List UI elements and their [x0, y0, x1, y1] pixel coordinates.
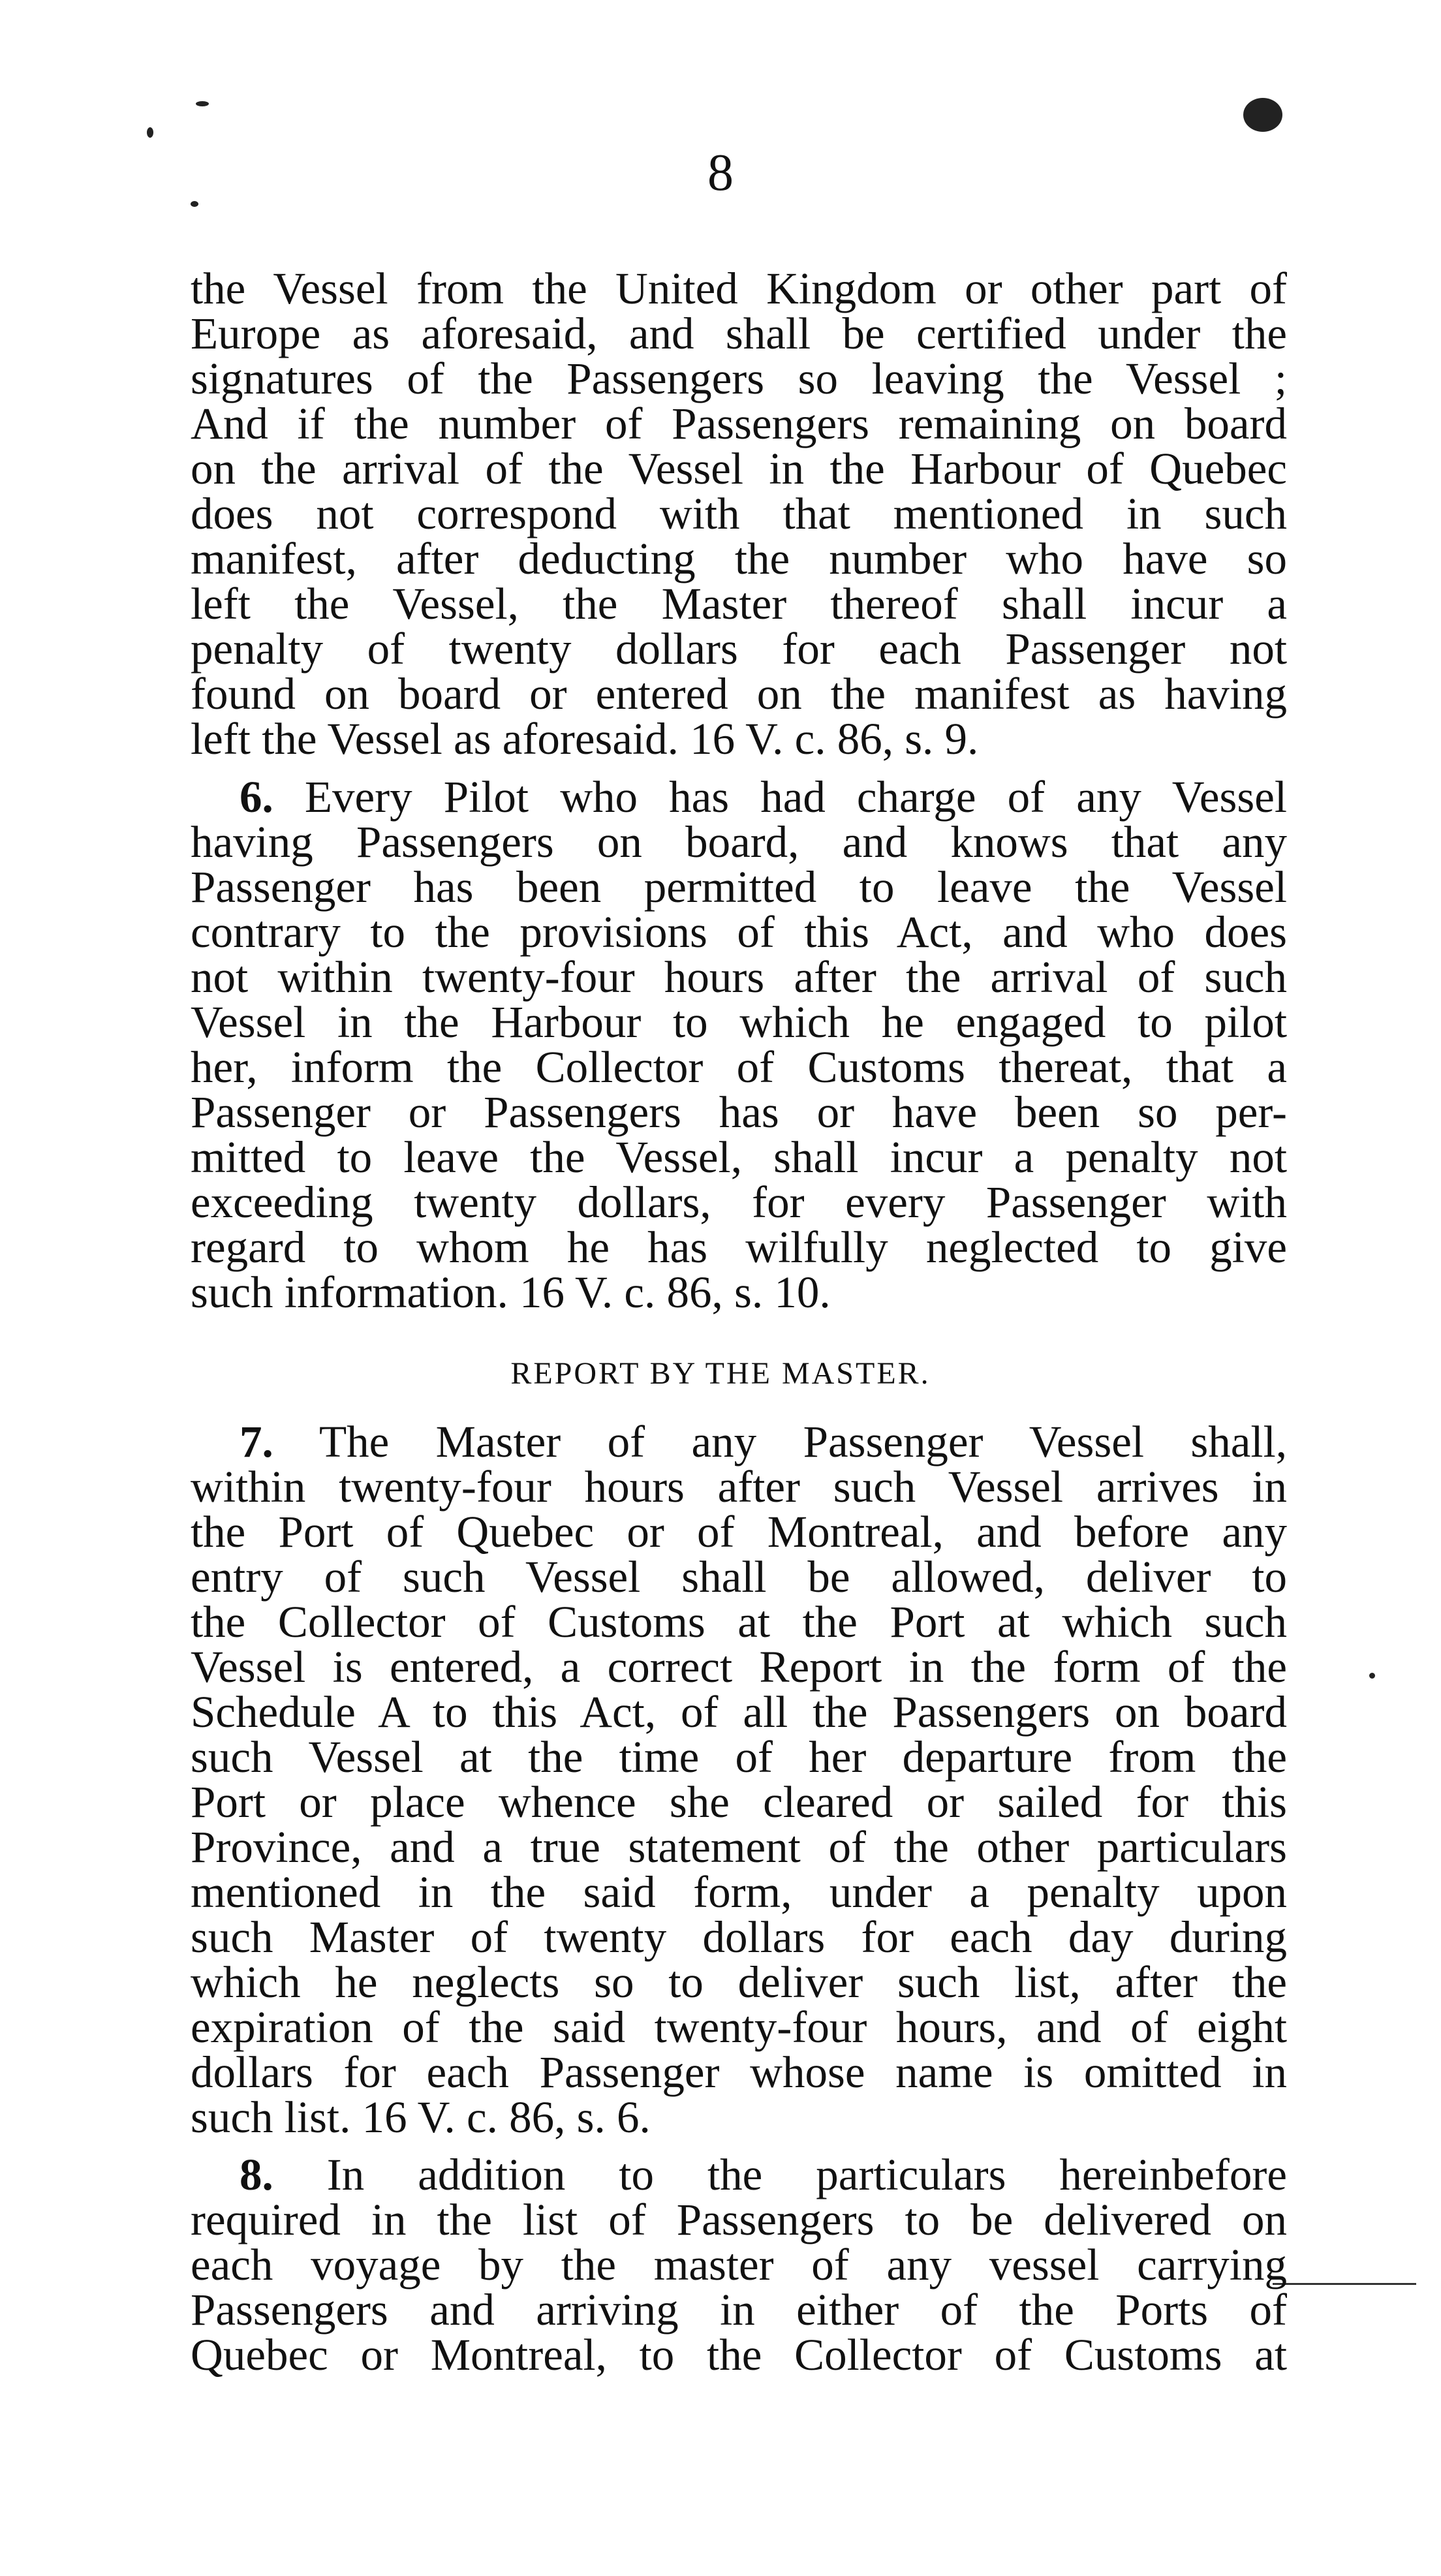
section-number: 6.	[240, 772, 273, 822]
section-7	[191, 1417, 1287, 2142]
text-line: such Master of twenty dollars for each day during	[191, 1912, 1287, 1962]
text-line: manifest, after deducting the number who have so	[191, 534, 1287, 583]
ink-speck	[196, 101, 209, 106]
section-first-line-text: Every Pilot who has had charge of any Vessel	[304, 772, 1288, 822]
text-line: penalty of twenty dollars for each Passenger not	[191, 624, 1287, 674]
text-line: Province, and a true statement of the other particulars	[191, 1822, 1287, 1872]
text-line: Passenger or Passengers has or have been so per-	[191, 1087, 1287, 1137]
section-8	[191, 2152, 1287, 2378]
text-line: on the arrival of the Vessel in the Harbour of Quebec	[191, 444, 1287, 493]
text-line: Passenger has been permitted to leave the Vessel	[191, 862, 1287, 912]
text-line: within twenty-four hours after such Vessel arrives in	[191, 1462, 1287, 1512]
text-line: the Collector of Customs at the Port at which such	[191, 1597, 1287, 1647]
text-line: left the Vessel, the Master thereof shall incur a	[191, 579, 1287, 628]
text-line: mitted to leave the Vessel, shall incur a penalty not	[191, 1132, 1287, 1182]
text-line: not within twenty-four hours after the arrival of such	[191, 952, 1287, 1002]
section-number: 7.	[240, 1417, 273, 1466]
text-line: mentioned in the said form, under a penalty upon	[191, 1867, 1287, 1917]
text-line: signatures of the Passengers so leaving the Vessel ;	[191, 354, 1287, 403]
text-line: such information. 16 V. c. 86, s. 10.	[191, 1267, 831, 1317]
text-line: such Vessel at the time of her departure from the	[191, 1732, 1287, 1782]
text-line: expiration of the said twenty-four hours, and of eight	[191, 2002, 1287, 2052]
text-line: required in the list of Passengers to be delivered on	[191, 2195, 1287, 2244]
page-number: 8	[707, 144, 734, 202]
section-6	[191, 772, 1288, 1317]
text-line: such list. 16 V. c. 86, s. 6.	[191, 2092, 651, 2142]
text-line: And if the number of Passengers remaining on board	[191, 399, 1287, 448]
section-first-line-text: In addition to the particulars hereinbefore	[326, 2150, 1287, 2199]
text-line: which he neglects so to deliver such list, after the	[191, 1957, 1287, 2007]
stray-line	[1273, 2283, 1416, 2285]
text-line: Schedule A to this Act, of all the Passengers on board	[191, 1687, 1287, 1737]
text-line: her, inform the Collector of Customs thereat, that a	[191, 1042, 1287, 1092]
text-line: contrary to the provisions of this Act, and who does	[191, 907, 1287, 957]
section-first-line-text: The Master of any Passenger Vessel shall,	[318, 1417, 1287, 1466]
text-line: Quebec or Montreal, to the Collector of Customs at	[191, 2330, 1287, 2380]
text-line: entry of such Vessel shall be allowed, deliver to	[191, 1552, 1287, 1602]
ink-speck	[147, 127, 153, 138]
section-first-line	[191, 2152, 1287, 2197]
ink-speck	[191, 201, 198, 207]
text-line: exceeding twenty dollars, for every Passenger with	[191, 1177, 1287, 1227]
section-heading: REPORT BY THE MASTER.	[510, 1356, 931, 1391]
text-line: Port or place whence she cleared or sailed for this	[191, 1777, 1287, 1827]
text-line: found on board or entered on the manifest as having	[191, 669, 1287, 719]
paragraph-continued	[191, 266, 1287, 762]
text-line: Europe as aforesaid, and shall be certified under the	[191, 309, 1287, 358]
text-line: Vessel is entered, a correct Report in the form of the	[191, 1642, 1287, 1692]
text-line: having Passengers on board, and knows that any	[191, 817, 1287, 867]
text-line: regard to whom he has wilfully neglected to give	[191, 1222, 1287, 1272]
text-line: left the Vessel as aforesaid. 16 V. c. 86, s. 9.	[191, 714, 979, 764]
text-line: each voyage by the master of any vessel carrying	[191, 2240, 1287, 2289]
text-line: the Vessel from the United Kingdom or other part of	[191, 264, 1287, 313]
ink-blot	[1243, 98, 1282, 132]
text-line: Vessel in the Harbour to which he engaged to pilot	[191, 997, 1287, 1047]
text-line: does not correspond with that mentioned in such	[191, 489, 1287, 538]
section-number: 8.	[240, 2150, 273, 2199]
text-line: dollars for each Passenger whose name is omitted in	[191, 2047, 1287, 2097]
text-line: the Port of Quebec or of Montreal, and before any	[191, 1507, 1287, 1557]
ink-speck	[1369, 1673, 1375, 1679]
text-line: Passengers and arriving in either of the Ports of	[191, 2285, 1287, 2335]
section-first-line	[191, 772, 1288, 822]
section-first-line	[191, 1417, 1287, 1466]
